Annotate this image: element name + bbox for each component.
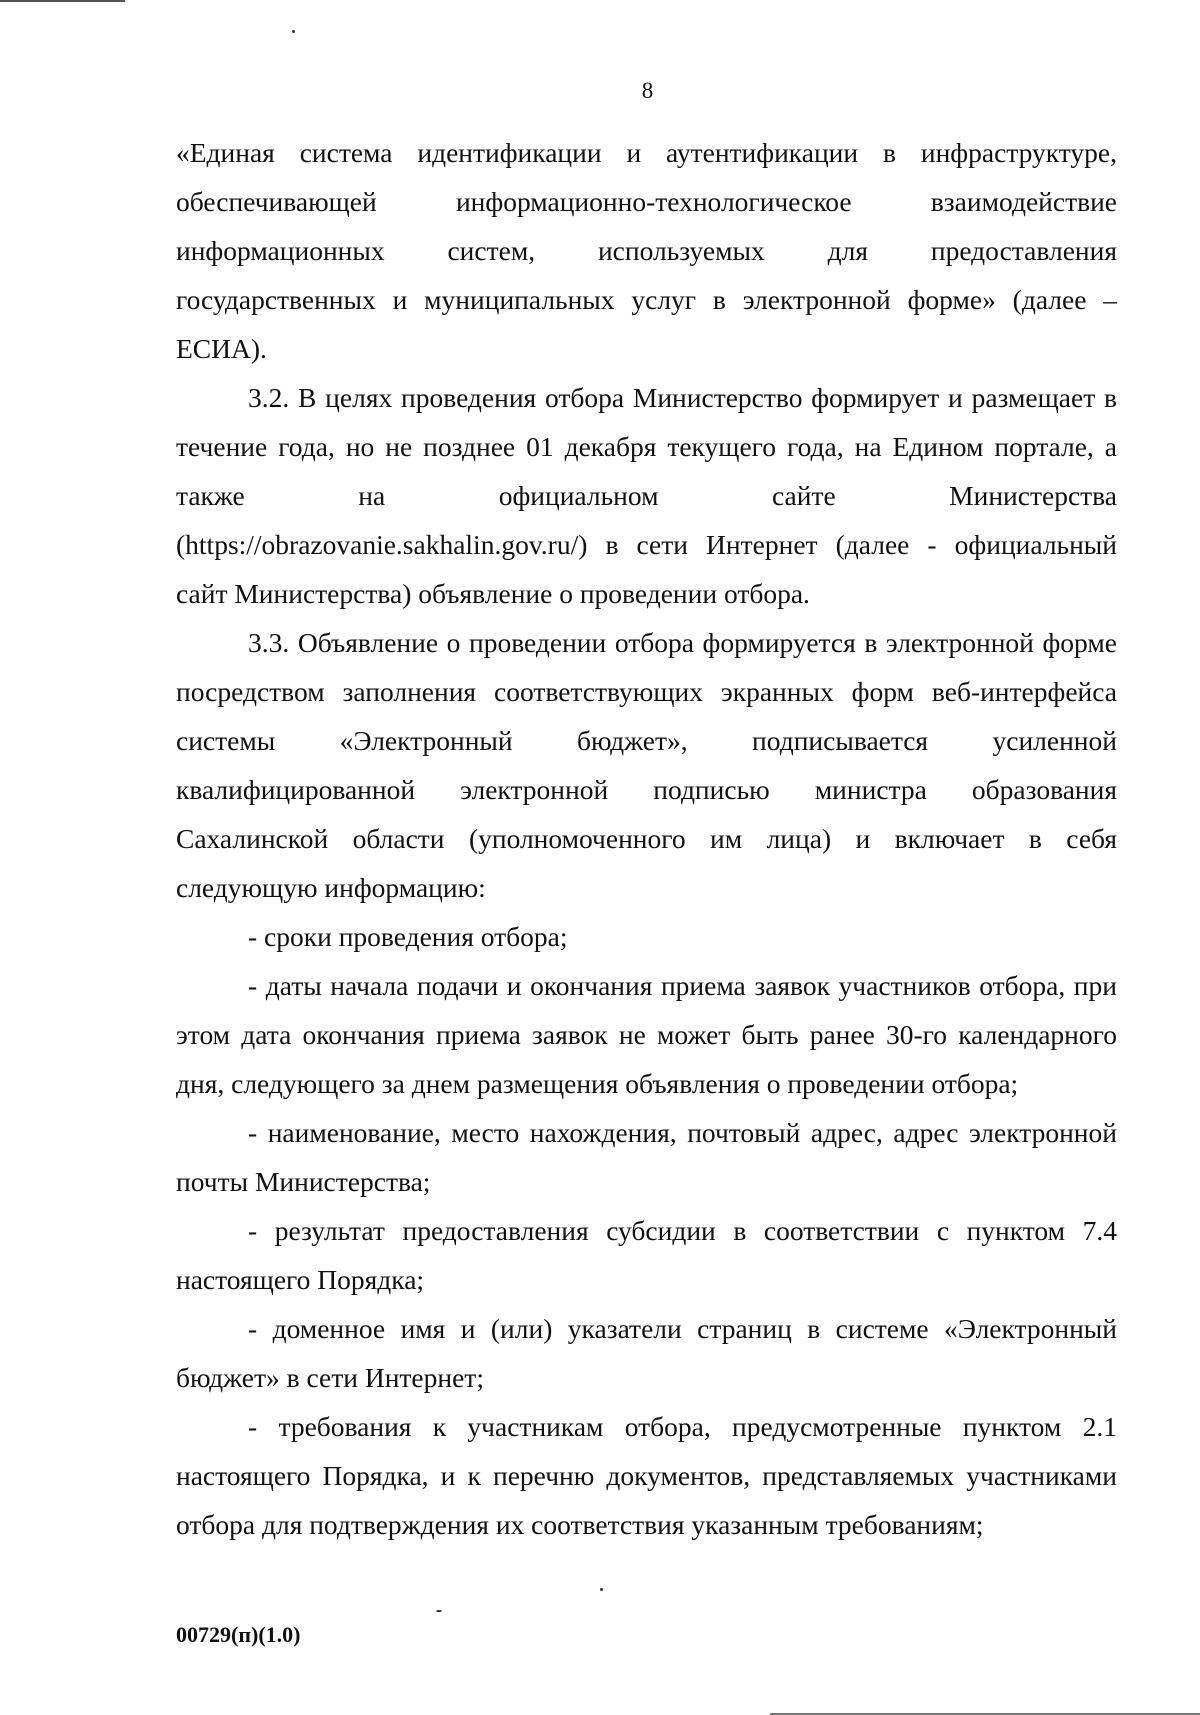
- scan-edge-line-top: [0, 0, 125, 2]
- paragraph-3-2: [176, 373, 1117, 618]
- list-item: - результат предоставления субсидии в соответствии с пунктом 7.4 настоящего Порядка;: [176, 1215, 1117, 1295]
- text-line: информационных систем, используемых для предоставления: [176, 235, 1117, 266]
- list-item: - требования к участникам отбора, предусмотренные пунктом 2.1 настоящего Порядка, и к перечню документов, представляемых участниками отбора для подтверждения их соответствия указанным требованиям;: [176, 1411, 1117, 1540]
- text-line: «Единая система идентификации и аутентификации в инфраструктуре,: [176, 137, 1117, 168]
- scan-speck: [292, 30, 295, 33]
- text-line: течение года, но не позднее 01 декабря текущего года, на Едином портале, а: [176, 431, 1117, 462]
- list-item: - доменное имя и (или) указатели страниц в системе «Электронный бюджет» в сети Интернет;: [176, 1313, 1117, 1393]
- text-line: обеспечивающей информационно-технологическое взаимодействие: [176, 186, 1117, 217]
- text-line: сайт Министерства) объявление о проведении отбора.: [176, 578, 810, 609]
- paragraph-3-3: 3.3. Объявление о проведении отбора формируется в электронной форме посредством заполнения соответствующих экранных форм веб-интерфейса системы «Электронный бюджет», подписывается усиленной квалифицированной электронной подписью министра образования Сахалинской области (уполномоченного им лица) и включает в себя следующую информацию:: [176, 627, 1117, 903]
- paragraph-continuation: [176, 128, 1117, 373]
- document-body: [176, 128, 1117, 1549]
- document-code: 00729(п)(1.0): [176, 1622, 301, 1647]
- text-line: также на официальном сайте Министерства: [176, 480, 1117, 511]
- list-item: - наименование, место нахождения, почтовый адрес, адрес электронной почты Министерства;: [176, 1117, 1117, 1197]
- scan-speck: [600, 1588, 603, 1591]
- text-line: (https://obrazovanie.sakhalin.gov.ru/) в сети Интернет (далее - официальный: [176, 529, 1117, 560]
- text-line: государственных и муниципальных услуг в электронной форме» (далее –: [176, 284, 1117, 315]
- text-line: ЕСИА).: [176, 333, 267, 364]
- list-item: - сроки проведения отбора;: [248, 921, 568, 952]
- page-number: 8: [641, 78, 654, 103]
- scan-speck: [436, 1610, 442, 1612]
- text-line: 3.2. В целях проведения отбора Министерство формирует и размещает в: [248, 382, 1117, 413]
- list-item: - даты начала подачи и окончания приема заявок участников отбора, при этом дата окончания приема заявок не может быть ранее 30-го календарного дня, следующего за днем размещения объявления о проведении отбора;: [176, 970, 1117, 1099]
